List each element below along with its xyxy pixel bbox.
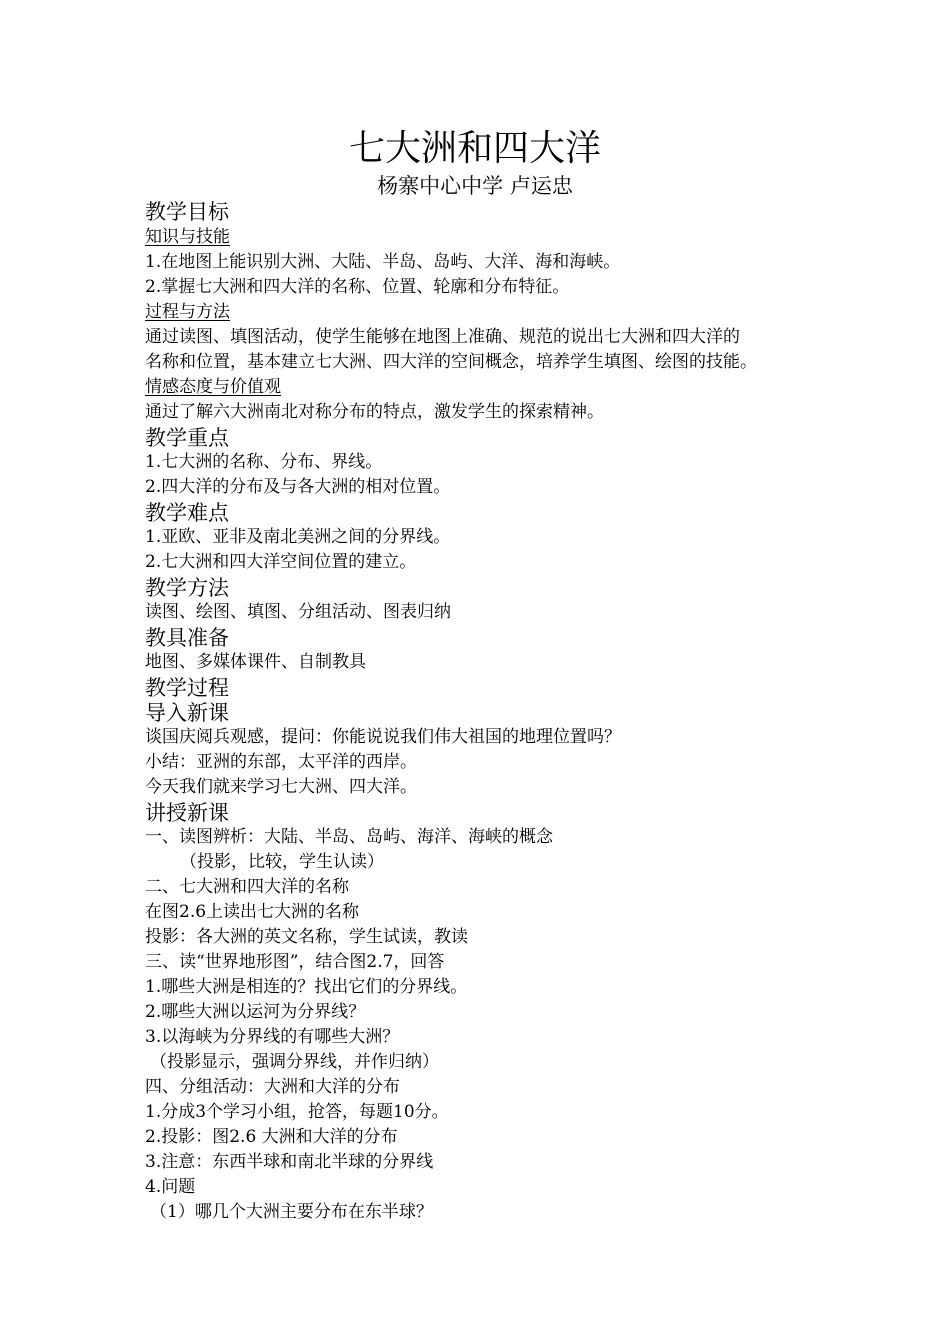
section-heading: 教学难点 [145, 501, 229, 525]
body-line: 2.哪些大洲以运河为分界线？ [145, 1002, 366, 1022]
body-line: （投影，比较，学生认读） [180, 852, 384, 872]
body-line: 2.掌握七大洲和四大洋的名称、位置、轮廓和分布特征。 [145, 277, 570, 297]
body-line: 今天我们就来学习七大洲、四大洋。 [145, 777, 417, 797]
body-line: 四、分组活动：大洲和大洋的分布 [145, 1077, 400, 1097]
body-line: 1.亚欧、亚非及南北美洲之间的分界线。 [145, 527, 451, 547]
subsection-heading: 情感态度与价值观 [145, 377, 281, 397]
body-line: 二、七大洲和四大洋的名称 [145, 877, 349, 897]
body-line: 通过了解六大洲南北对称分布的特点，激发学生的探索精神。 [145, 402, 604, 422]
body-line: 2.投影：图2.6 大洲和大洋的分布 [145, 1127, 398, 1147]
body-line: 一、读图辨析：大陆、半岛、岛屿、海洋、海峡的概念 [145, 827, 553, 847]
page-title: 七大洲和四大洋 [348, 128, 601, 169]
subsection-heading: 知识与技能 [145, 227, 230, 247]
body-line: 谈国庆阅兵观感，提问：你能说说我们伟大祖国的地理位置吗？ [145, 727, 621, 747]
section-heading: 讲授新课 [145, 801, 229, 825]
section-heading: 教学重点 [145, 426, 229, 450]
body-line: 1.在地图上能识别大洲、大陆、半岛、岛屿、大洋、海和海峡。 [145, 252, 621, 272]
section-heading: 教具准备 [145, 626, 229, 650]
body-line: 3.以海峡为分界线的有哪些大洲？ [145, 1027, 400, 1047]
body-line: （投影显示，强调分界线，并作归纳） [150, 1052, 439, 1072]
section-heading: 教学方法 [145, 576, 229, 600]
body-line: （1）哪几个大洲主要分布在东半球？ [150, 1202, 433, 1222]
body-line: 2.七大洲和四大洋空间位置的建立。 [145, 552, 417, 572]
body-line: 读图、绘图、填图、分组活动、图表归纳 [145, 602, 451, 622]
body-line: 1.七大洲的名称、分布、界线。 [145, 452, 383, 472]
body-line: 三、读“世界地形图”，结合图2.7，回答 [145, 952, 445, 972]
body-line: 名称和位置，基本建立七大洲、四大洋的空间概念，培养学生填图、绘图的技能。 [145, 352, 757, 372]
body-line: 1.分成3个学习小组，抢答，每题10分。 [145, 1102, 449, 1122]
page-subtitle: 杨寨中心中学 卢运忠 [377, 174, 573, 198]
body-line: 3.注意：东西半球和南北半球的分界线 [145, 1152, 434, 1172]
subsection-heading: 过程与方法 [145, 302, 230, 322]
body-line: 2.四大洋的分布及与各大洲的相对位置。 [145, 477, 451, 497]
section-heading: 教学过程 [145, 676, 229, 700]
body-line: 通过读图、填图活动，使学生能够在地图上准确、规范的说出七大洲和四大洋的 [145, 327, 740, 347]
section-heading: 导入新课 [145, 701, 229, 725]
body-line: 在图2.6上读出七大洲的名称 [145, 902, 360, 922]
section-heading: 教学目标 [145, 200, 229, 224]
body-line: 地图、多媒体课件、自制教具 [145, 652, 366, 672]
body-line: 小结：亚洲的东部，太平洋的西岸。 [145, 752, 417, 772]
body-line: 1.哪些大洲是相连的？找出它们的分界线。 [145, 977, 468, 997]
body-line: 4.问题 [145, 1177, 196, 1197]
body-line: 投影：各大洲的英文名称，学生试读，教读 [145, 927, 468, 947]
